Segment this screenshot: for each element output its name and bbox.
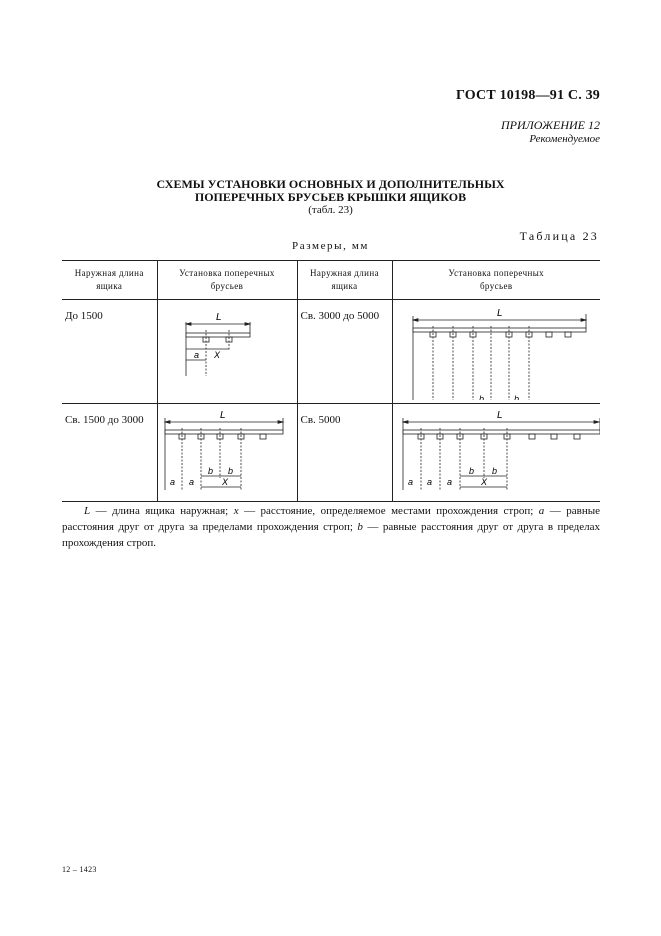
note-L-text: — длина ящика наружная; <box>90 505 234 517</box>
diagram-x-label: X <box>480 477 487 487</box>
note-x-text: — расстояние, определяемое местами прохождения строп; <box>238 505 539 517</box>
diagram-L-label: L <box>496 410 503 421</box>
note-L-symbol: L <box>84 505 91 517</box>
diagram-a-label: a <box>426 477 432 487</box>
header-length-2: Наружная длина ящика <box>297 261 392 300</box>
header-install-2: Установка поперечных брусьев <box>392 261 600 300</box>
diagram-L-label: L <box>215 312 222 323</box>
print-code: 12 – 1423 <box>62 865 97 874</box>
page-title <box>0 178 661 217</box>
diagram-x-label: X <box>213 350 220 360</box>
scheme-3000-5000 <box>393 300 600 400</box>
scheme-over-5000 <box>393 404 600 498</box>
header-install-1: Установка поперечных брусьев <box>157 261 297 300</box>
scheme-up-to-1500 <box>158 300 297 400</box>
note-a-symbol: a <box>538 505 545 517</box>
diagram-L-label: L <box>496 308 503 319</box>
note-b-text: — равные расстояния друг от друга в пределах прохождения строп. <box>62 521 600 549</box>
diagram-a-label: a <box>193 350 199 360</box>
diagram-a-label: a <box>188 477 194 487</box>
standard-reference: ГОСТ 10198—91 С. 39 <box>456 88 600 103</box>
appendix-block <box>501 118 600 146</box>
length-cell: Св. 5000 <box>300 414 341 426</box>
note-b-symbol: b <box>357 521 363 533</box>
title-line-1: СХЕМЫ УСТАНОВКИ ОСНОВНЫХ И ДОПОЛНИТЕЛЬНЫХ <box>156 177 505 191</box>
table-units: Размеры, мм <box>292 240 369 252</box>
note-x-symbol: x <box>233 505 239 517</box>
diagram-a-label: a <box>446 477 452 487</box>
table-caption: Таблица 23 <box>519 229 599 243</box>
diagram-b-label: b <box>491 466 497 476</box>
diagram-x-label: X <box>221 477 228 487</box>
note-a-text: — равные расстояния друг от друга за пределами прохождения строп; <box>62 505 600 533</box>
table-row <box>62 404 600 502</box>
diagram-L-label: L <box>219 410 226 421</box>
title-table-ref: (табл. 23) <box>308 204 353 216</box>
diagram-a-label: a <box>169 477 175 487</box>
length-cell: Св. 3000 до 5000 <box>300 310 380 322</box>
appendix-label: ПРИЛОЖЕНИЕ 12 <box>501 118 600 132</box>
diagram-b-label: b <box>468 466 474 476</box>
diagram-b-label: b <box>227 466 233 476</box>
table-23 <box>62 260 600 502</box>
header-length-1: Наружная длина ящика <box>62 261 157 300</box>
length-cell: До 1500 <box>65 310 103 322</box>
table-row <box>62 300 600 404</box>
recommended-label: Рекомендуемое <box>529 133 600 145</box>
legend-note <box>62 503 600 551</box>
diagram-b-label: b <box>207 466 213 476</box>
title-line-2: ПОПЕРЕЧНЫХ БРУСЬЕВ КРЫШКИ ЯЩИКОВ <box>194 190 467 204</box>
diagram-b-label: b <box>478 394 484 400</box>
diagram-b-label: b <box>513 394 519 400</box>
length-cell: Св. 1500 до 3000 <box>65 414 144 426</box>
diagram-a-label: a <box>407 477 413 487</box>
scheme-1500-3000 <box>158 404 297 498</box>
